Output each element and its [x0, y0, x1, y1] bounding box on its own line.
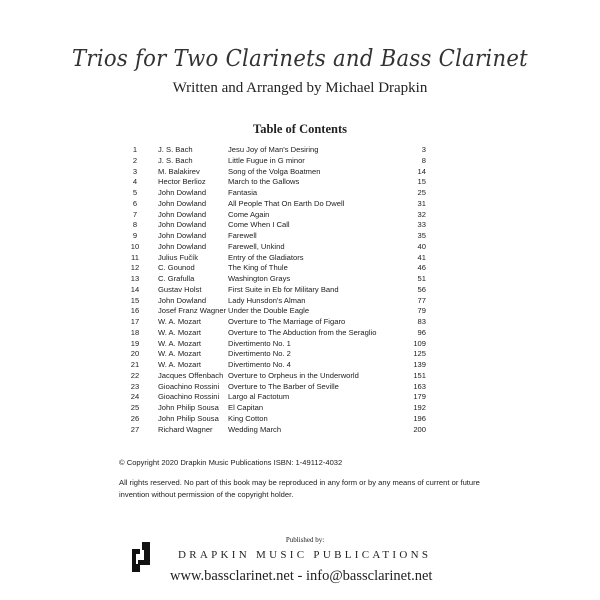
toc-entry-title: Largo al Factotum: [228, 392, 290, 402]
toc-entry-number: 23: [130, 381, 140, 391]
toc-entry-composer: John Dowland: [158, 209, 207, 219]
toc-entry-composer: Josef Franz Wagner: [158, 306, 227, 316]
toc-entry-page: 96: [417, 327, 426, 337]
toc-entry-page: 32: [417, 209, 426, 219]
toc-entry-title: The King of Thule: [228, 263, 288, 273]
toc-entry: [128, 414, 428, 425]
toc-entry-title: First Suite in Eb for Military Band: [228, 284, 339, 294]
toc-entry-page: 109: [413, 338, 426, 348]
rights-notice: All rights reserved. No part of this book may be reproduced in any form or by any means of current or future invention without permission of the copyright holder.: [119, 478, 480, 499]
toc-heading: Table of Contents: [253, 122, 347, 136]
toc-entry-title: Washington Grays: [228, 274, 291, 283]
toc-entry-title: Wedding March: [228, 424, 282, 434]
toc-entry-title: Song of the Volga Boatmen: [228, 166, 321, 176]
toc-entry: [128, 167, 428, 178]
toc-entry: [128, 371, 428, 382]
toc-entry-number: 9: [132, 231, 138, 240]
toc-entry: [128, 274, 428, 285]
toc-entry: [128, 263, 428, 274]
toc-entry: [128, 382, 428, 393]
toc-entry-composer: J. S. Bach: [158, 145, 193, 154]
toc-entry: [128, 199, 428, 210]
toc-entry-composer: M. Balakirev: [158, 166, 200, 176]
toc-entry-composer: John Dowland: [158, 295, 207, 305]
toc-entry-number: 26: [130, 413, 140, 423]
toc-entry: [128, 339, 428, 350]
toc-entry-title: Come Again: [228, 209, 270, 219]
published-by-label: Published by:: [285, 536, 325, 544]
toc-entry-page: 179: [413, 392, 426, 402]
toc-entry-page: 200: [413, 424, 426, 434]
toc-entry-number: 18: [130, 327, 140, 337]
toc-entry-number: 15: [130, 295, 140, 305]
toc-entry-number: 11: [131, 252, 139, 262]
toc-entry-title: Overture to The Barber of Seville: [228, 381, 339, 391]
toc-entry-number: 10: [130, 241, 140, 251]
toc-entry-page: 192: [413, 403, 426, 412]
toc-entry-number: 8: [132, 220, 138, 230]
toc-entry: [128, 328, 428, 339]
toc-entry-page: 33: [417, 220, 426, 230]
toc-entry-page: 77: [417, 295, 426, 305]
toc-entry-page: 40: [417, 241, 426, 251]
toc-entry-number: 27: [130, 424, 140, 434]
toc-entry-composer: J. S. Bach: [158, 155, 193, 165]
toc-entry-composer: W. A. Mozart: [158, 360, 202, 369]
toc-entry: [128, 349, 428, 360]
toc-entry: [128, 210, 428, 221]
toc-entry-number: 19: [130, 338, 140, 348]
toc-entry-number: 17: [130, 317, 140, 326]
toc-entry: [128, 317, 428, 328]
toc-entry-composer: W. A. Mozart: [158, 327, 202, 337]
toc-entry-page: 15: [417, 177, 426, 187]
toc-entry-composer: John Dowland: [158, 241, 207, 251]
toc-entry-page: 31: [417, 198, 426, 208]
toc-entry-title: Divertimento No. 4: [228, 360, 291, 369]
toc-entry-composer: John Dowland: [158, 220, 207, 230]
toc-entry-title: Divertimento No. 1: [228, 338, 291, 348]
toc-entry-page: 3: [421, 145, 426, 154]
toc-entry-page: 163: [413, 381, 426, 391]
toc-entry-composer: W. A. Mozart: [158, 317, 202, 326]
copyright-notice: © Copyright 2020 Drapkin Music Publications ISBN: 1-49112-4032: [119, 458, 343, 467]
toc-entry-number: 1: [132, 145, 138, 154]
toc-entry-number: 21: [130, 360, 140, 369]
toc-entry-number: 12: [130, 263, 140, 273]
toc-entry-number: 4: [132, 177, 138, 187]
toc-entry-composer: John Dowland: [158, 198, 207, 208]
toc-entry-number: 22: [130, 370, 140, 380]
toc-entry-title: King Cotton: [228, 413, 268, 423]
table-of-contents: [128, 145, 428, 435]
toc-entry-page: 83: [417, 317, 426, 326]
toc-entry-page: 46: [417, 263, 426, 273]
toc-entry-title: Little Fugue in G minor: [228, 155, 305, 165]
toc-entry-title: Farewell, Unkind: [228, 241, 285, 251]
toc-entry-composer: John Philip Sousa: [158, 413, 219, 423]
toc-entry-composer: W. A. Mozart: [158, 349, 202, 359]
book-title: Trios for Two Clarinets and Bass Clarinet: [72, 46, 528, 72]
toc-entry-page: 8: [421, 155, 426, 165]
toc-entry-page: 51: [417, 274, 426, 283]
toc-entry-page: 25: [417, 188, 426, 197]
toc-entry-composer: John Philip Sousa: [158, 403, 219, 412]
toc-entry-title: Overture to The Marriage of Figaro: [228, 317, 346, 326]
toc-entry-title: Overture to The Abduction from the Seraglio: [228, 327, 377, 337]
toc-entry-title: El Capitan: [228, 403, 264, 412]
toc-entry-number: 6: [132, 198, 138, 208]
toc-entry-title: Entry of the Gladiators: [228, 252, 304, 262]
toc-entry-composer: Julius Fučík: [158, 252, 199, 262]
toc-entry-title: Farewell: [228, 231, 257, 240]
toc-entry-title: Fantasia: [228, 188, 258, 197]
toc-entry-page: 14: [417, 166, 426, 176]
toc-entry-page: 196: [413, 413, 426, 423]
toc-entry-number: 20: [130, 349, 140, 359]
toc-entry-number: 5: [132, 188, 138, 197]
toc-entry-composer: John Dowland: [158, 231, 207, 240]
toc-entry-title: Lady Hunsdon's Alman: [228, 295, 306, 305]
toc-entry-page: 35: [417, 231, 426, 240]
toc-entry-number: 24: [130, 392, 140, 402]
toc-entry-title: Overture to Orpheus in the Underworld: [228, 370, 359, 380]
publisher-logo-icon: [130, 541, 152, 573]
toc-entry: [128, 231, 428, 242]
toc-entry: [128, 145, 428, 156]
publisher-name: DRAPKIN MUSIC PUBLICATIONS: [178, 549, 432, 561]
toc-entry-composer: John Dowland: [158, 188, 207, 197]
toc-entry-composer: Richard Wagner: [158, 424, 213, 434]
toc-entry: [128, 306, 428, 317]
toc-entry-page: 56: [417, 284, 426, 294]
toc-entry: [128, 392, 428, 403]
toc-entry-composer: W. A. Mozart: [158, 338, 202, 348]
toc-entry: [128, 296, 428, 307]
toc-entry: [128, 177, 428, 188]
toc-entry-number: 7: [132, 209, 138, 219]
toc-entry: [128, 403, 428, 414]
toc-entry-page: 41: [417, 252, 426, 262]
toc-entry-composer: Gioachino Rossini: [158, 381, 220, 391]
toc-entry: [128, 188, 428, 199]
toc-entry-number: 16: [130, 306, 140, 316]
toc-entry-title: Divertimento No. 2: [228, 349, 291, 359]
toc-entry: [128, 360, 428, 371]
toc-entry: [128, 220, 428, 231]
toc-entry-composer: Gustav Holst: [158, 284, 202, 294]
toc-entry-number: 25: [130, 403, 140, 412]
toc-entry: [128, 425, 428, 436]
publisher-contact: www.bassclarinet.net - info@bassclarinet.net: [170, 568, 433, 584]
toc-entry-number: 3: [132, 166, 138, 176]
toc-entry-title: March to the Gallows: [228, 177, 300, 187]
toc-entry-number: 2: [132, 155, 138, 165]
toc-entry-composer: Jacques Offenbach: [158, 370, 224, 380]
toc-entry-page: 79: [417, 306, 426, 316]
toc-entry-composer: C. Grafulla: [158, 274, 195, 283]
toc-entry-page: 151: [413, 370, 426, 380]
toc-entry: [128, 285, 428, 296]
toc-entry-title: All People That On Earth Do Dwell: [228, 198, 345, 208]
toc-entry: [128, 253, 428, 264]
toc-entry-composer: Hector Berlioz: [158, 177, 206, 187]
toc-entry-title: Under the Double Eagle: [228, 306, 310, 316]
toc-entry-page: 139: [413, 360, 426, 369]
book-subtitle: Written and Arranged by Michael Drapkin: [172, 80, 428, 96]
toc-entry-number: 14: [130, 284, 140, 294]
toc-entry-page: 125: [413, 349, 426, 359]
toc-entry-number: 13: [130, 274, 140, 283]
toc-entry-composer: C. Gounod: [158, 263, 195, 273]
toc-entry-composer: Gioachino Rossini: [158, 392, 220, 402]
toc-entry-title: Come When I Call: [228, 220, 290, 230]
toc-entry-title: Jesu Joy of Man's Desiring: [228, 145, 319, 154]
toc-entry: [128, 242, 428, 253]
toc-entry: [128, 156, 428, 167]
